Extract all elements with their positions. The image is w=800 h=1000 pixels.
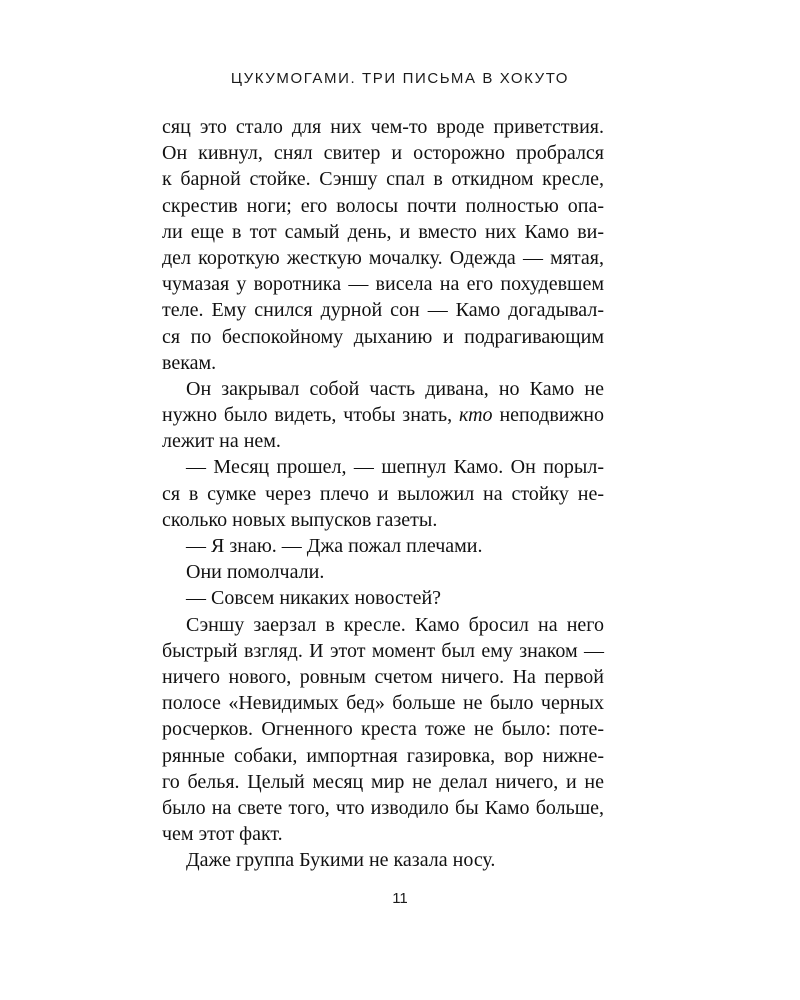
text-line: Даже группа Букими не казала носу. <box>186 849 496 872</box>
text-line: дел короткую жесткую мочалку. Одежда — мятая, <box>162 246 604 269</box>
text-line: рянные собаки, импортная газировка, вор нижне- <box>162 744 604 767</box>
text-line: росчерков. Огненного креста тоже не было: поте- <box>162 718 604 741</box>
text-line: Сэншу заерзал в кресле. Камо бросил на него <box>186 613 604 636</box>
text-line: векам. <box>162 351 217 374</box>
text-line: сяц это стало для них чем-то вроде приветствия. <box>162 116 604 138</box>
text-line: чумазая у воротника — висела на его похудевшем <box>162 273 604 296</box>
text-line: к барной стойке. Сэншу спал в откидном кресле, <box>162 168 604 191</box>
text-line: теле. Ему снился дурной сон — Камо догадывал- <box>162 299 604 322</box>
text-segment: нужно было видеть, чтобы знать, <box>162 404 453 427</box>
page-number: 11 <box>392 890 408 907</box>
text-line: — Месяц прошел, — шепнул Камо. Он порыл- <box>186 456 604 479</box>
text-line: чем этот факт. <box>162 823 283 846</box>
text-line: ли еще в тот самый день, и вместо них Камо ви- <box>162 220 604 243</box>
text-line: Они помолчали. <box>186 561 325 584</box>
text-line: Он кивнул, снял свитер и осторожно пробрался <box>162 142 604 165</box>
text-line: лежит на нем. <box>162 430 281 453</box>
running-header: ЦУКУМОГАМИ. ТРИ ПИСЬМА В ХОКУТО <box>230 70 570 87</box>
text-line: ся в сумке через плечо и выложил на стойку не- <box>162 482 604 505</box>
text-line: — Совсем никаких новостей? <box>186 587 442 610</box>
text-line: — Я знаю. — Джа пожал плечами. <box>186 535 483 557</box>
text-line: сколько новых выпусков газеты. <box>162 508 438 531</box>
italic-emphasis: кто <box>459 404 493 427</box>
text-line: ничего нового, ровным счетом ничего. На первой <box>162 665 604 688</box>
text-line: го белья. Целый месяц мир не делал ничего, и не <box>162 770 604 793</box>
text-line: скрестив ноги; его волосы почти полностью опа- <box>162 194 604 217</box>
text-line: было на свете того, что изводило бы Камо больше, <box>162 796 604 819</box>
text-line: быстрый взгляд. И этот момент был ему знаком — <box>162 639 604 662</box>
text-line <box>162 402 604 428</box>
text-line: ся по беспокойному дыханию и подрагивающим <box>162 325 604 348</box>
text-segment: неподвижно <box>499 404 605 427</box>
text-line: Он закрывал собой часть дивана, но Камо не <box>186 377 604 400</box>
body-text <box>162 114 604 873</box>
text-line: полосе «Невидимых бед» больше не было черных <box>162 692 604 715</box>
